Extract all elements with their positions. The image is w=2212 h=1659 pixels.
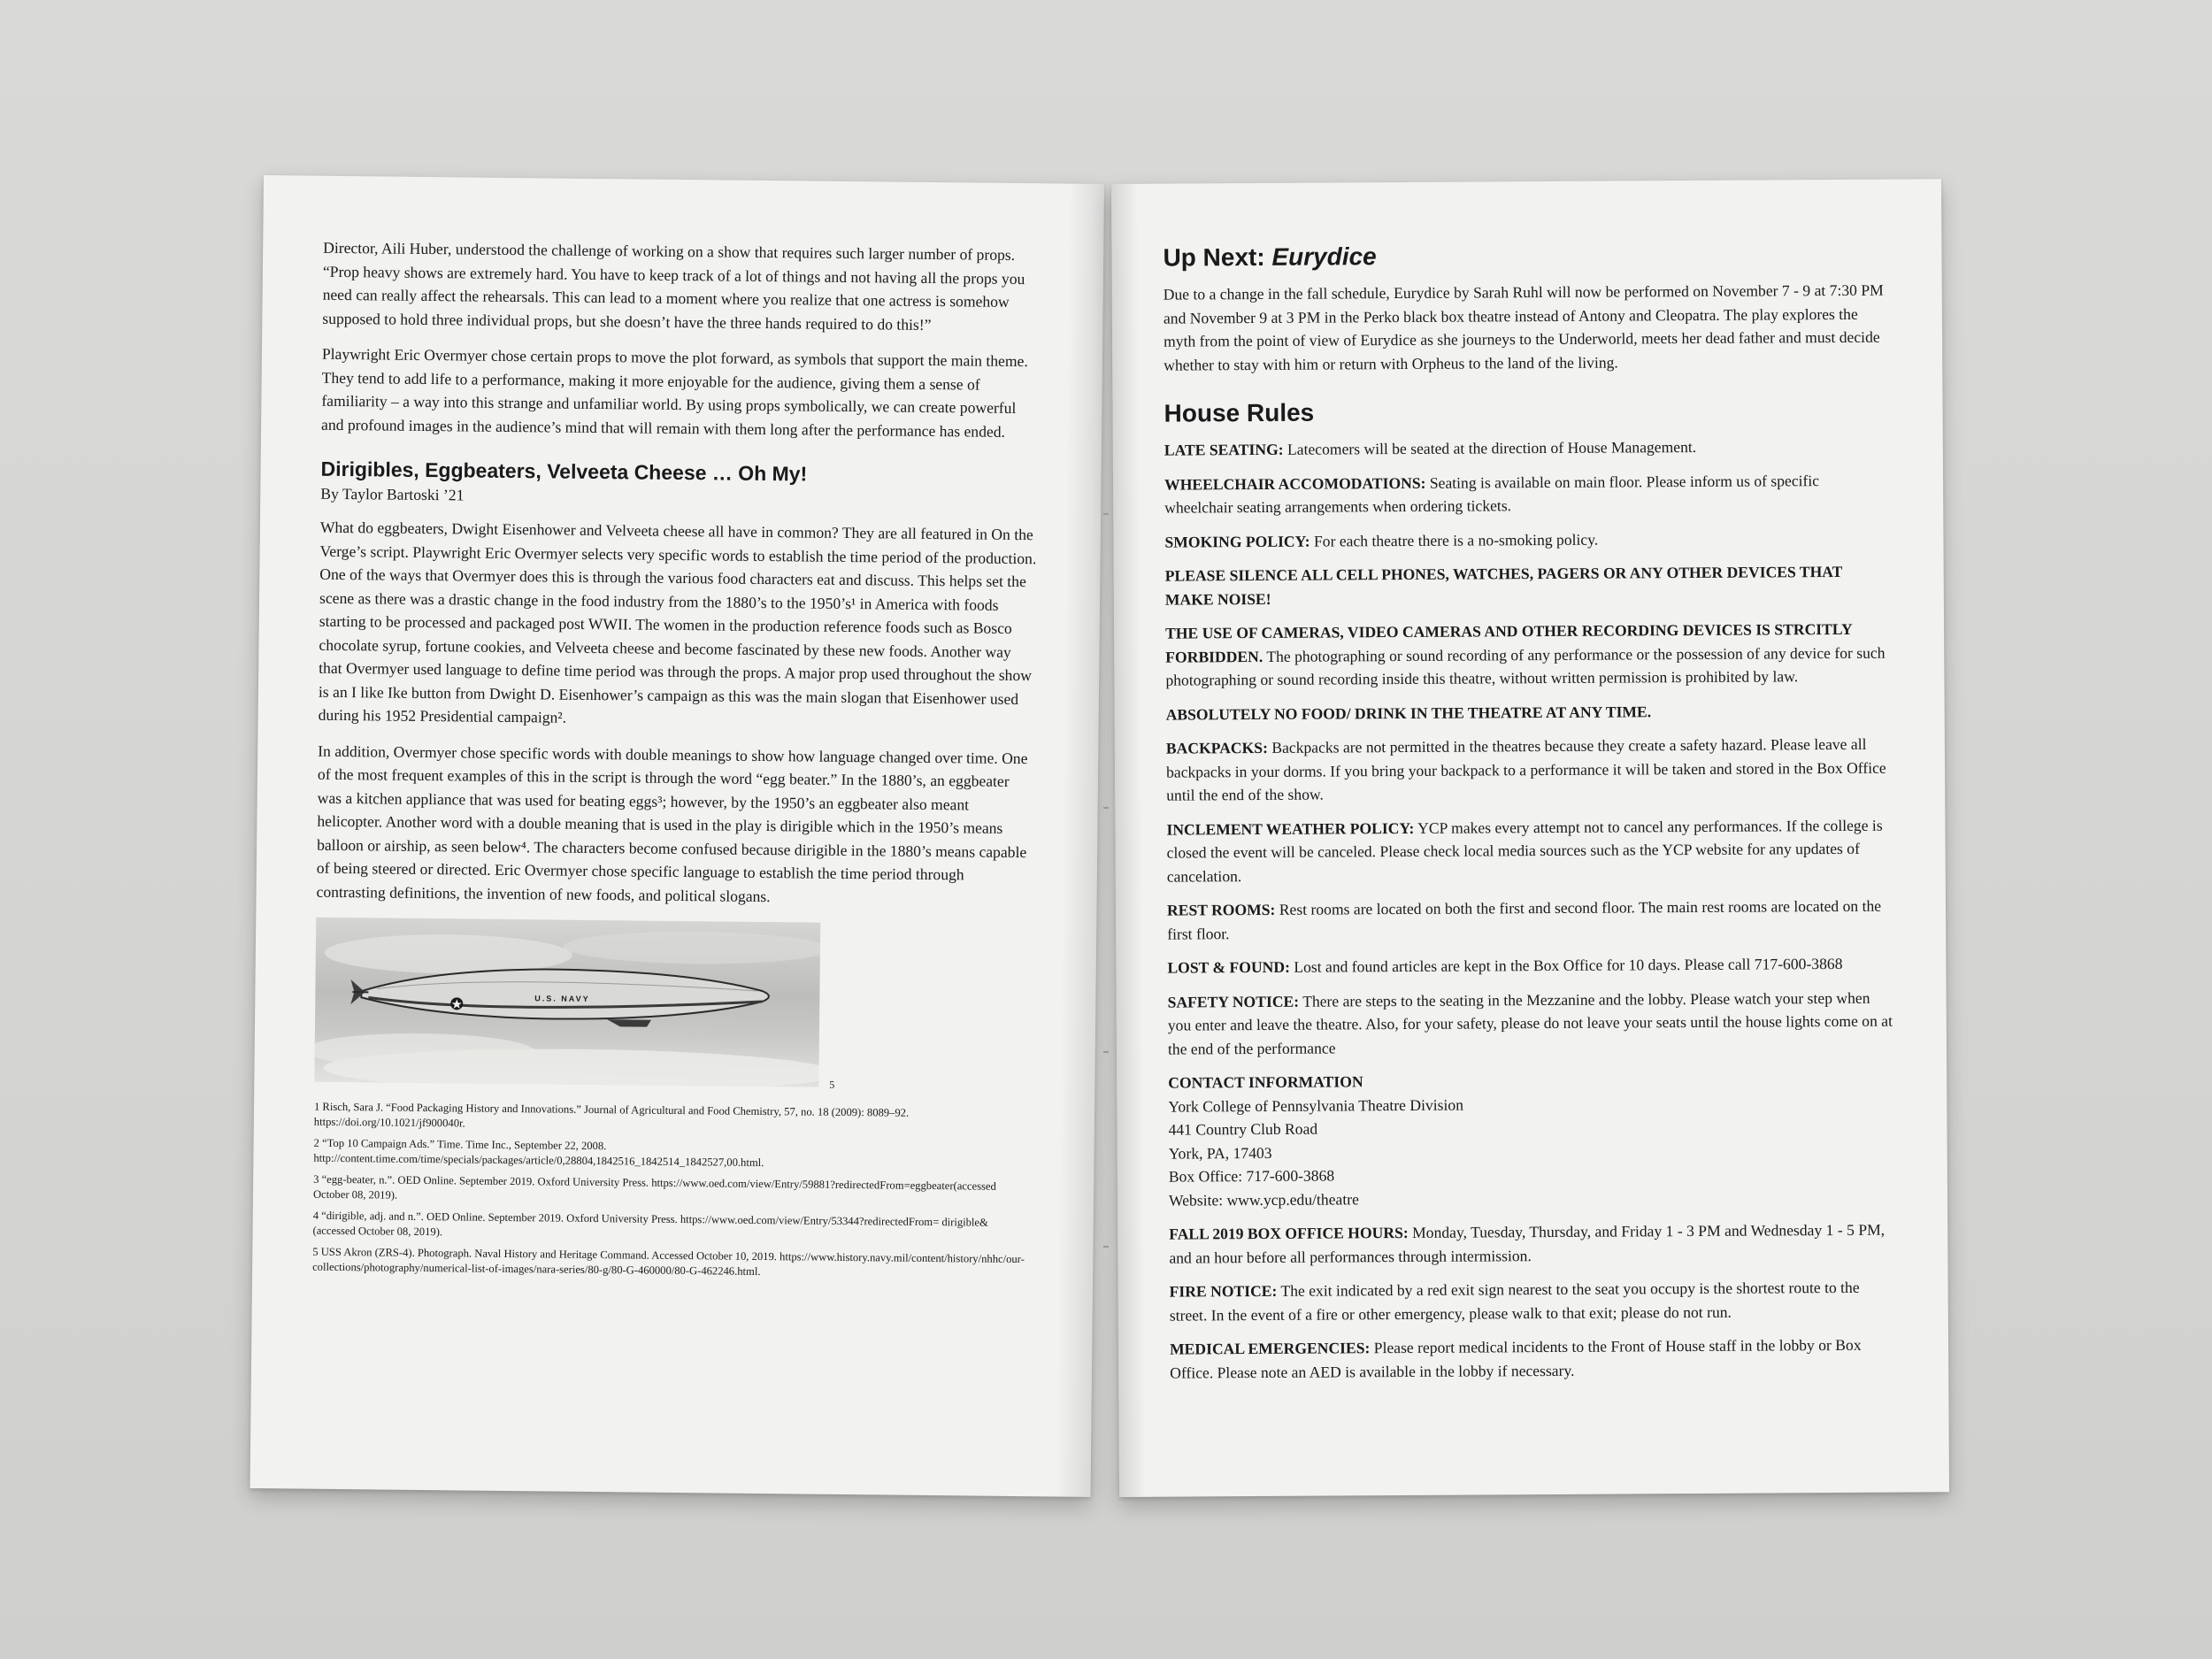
rule-text: For each theatre there is a no-smoking policy. [1310, 530, 1599, 550]
rule-label: LATE SEATING: [1164, 440, 1284, 459]
footnote: 1 Risch, Sara J. “Food Packaging History and Innovations.” Journal of Agricultural and Food Chemistry, 57, no. 18 (2009): 8089–92. https://doi.org/10.1021/jf900040r. [313, 1100, 910, 1130]
contact-line: Website: www.ycp.edu/theatre [1168, 1189, 1359, 1210]
rule-text: Seating is available on main floor. Please inform us of specific wheelchair seating arrangements when ordering tickets. [1164, 471, 1820, 517]
house-rule [1164, 434, 1890, 463]
contact-line: York College of Pennsylvania Theatre Division [1168, 1095, 1464, 1116]
rule-label: SAFETY NOTICE: [1167, 992, 1300, 1011]
article-paragraph: What do eggbeaters, Dwight Eisenhower and Velveeta cheese all have in common? They are all featured in On the Verge’s script. Playwright Eric Overmyer selects very specific words to establish the time period of the production. One of the ways that Overmyer does this is through the various food characters eat and discuss. This helps set the scene as there was a drastic change in the food industry from the 1880’s to the 1950’s¹ in America with foods starting to be processed and packaged post WWII. The women in the production reference foods such as Bosco chocolate syrup, fortune cookies, and Velveeta cheese and become fascinated by these new foods. Another way that Overmyer used language to define time period was through the props. A major prop used throughout the show is an I like Ike button from Dwight D. Eisenhower’s campaign as this was the main slogan that Eisenhower used during his 1952 Presidential campaign². [318, 518, 1037, 726]
rule-text: Latecomers will be seated at the direction of House Management. [1283, 437, 1697, 458]
rule-label: LOST & FOUND: [1167, 957, 1290, 977]
up-next-label: Up Next: [1163, 242, 1272, 272]
article-title: Dirigibles, Eggbeaters, Velveeta Cheese … Oh My! [320, 457, 808, 486]
house-rule [1164, 526, 1890, 554]
footnotes [312, 1100, 1033, 1282]
house-rule [1170, 1333, 1895, 1385]
contact-line: Box Office: 717-600-3868 [1168, 1166, 1335, 1186]
house-rule [1165, 560, 1891, 611]
up-next-heading [1163, 240, 1888, 273]
contact-information [1168, 1067, 1894, 1212]
right-page-content [1163, 240, 1895, 1395]
footnote: 3 “egg-beater, n.”. OED Online. September 2019. Oxford University Press. https://www.oed.com/view/Entry/59881?redirectedFrom=eggbeater(accessed October 08, 2019). [312, 1172, 996, 1202]
rule-text: YCP makes every attempt not to cancel any performances. If the college is closed the event will be canceled. Please check local media sources such as the YCP website for any updates of cancelation. [1166, 816, 1883, 886]
rule-text: Lost and found articles are kept in the Box Office for 10 days. Please call 717-600-3868 [1289, 954, 1843, 976]
airship-figure [314, 918, 1034, 1089]
rule-text: Rest rooms are located on both the first and second floor. The main rest rooms are located on the first floor. [1167, 896, 1882, 943]
rule-label: MEDICAL EMERGENCIES: [1169, 1339, 1371, 1358]
rule-label: SMOKING POLICY: [1164, 532, 1310, 551]
binding-staple [1103, 1246, 1109, 1248]
rule-label: BACKPACKS: [1165, 738, 1268, 757]
footnote: 5 USS Akron (ZRS-4). Photograph. Naval History and Heritage Command. Accessed October 10, 2019. https://www.history.navy.mil/content/history/nhhc/our-collections/photography/numerical-list-of-images/nara-series/80-g/80-G-460000/80-G-462246.html. [312, 1245, 1025, 1278]
intro-paragraph: Playwright Eric Overmyer chose certain props to move the plot forward, as symbols that support the main theme. They tend to add life to a performance, making it more enjoyable for the audience, giving them a sense of familiarity – a way into this strange and unfamiliar world. By using props symbolically, we can create powerful and profound images in the audience’s mind that will remain with them long after the performance has ended. [321, 344, 1028, 441]
contact-line: York, PA, 17403 [1168, 1143, 1272, 1163]
photo-footnote-number: 5 [829, 1078, 835, 1091]
house-rule [1165, 618, 1891, 693]
house-rule [1166, 733, 1892, 808]
house-rule [1170, 1276, 1895, 1327]
rule-label: FALL 2019 BOX OFFICE HOURS: [1169, 1223, 1409, 1243]
intro-paragraph: Director, Aili Huber, understood the challenge of working on a show that requires such larger number of props. “Prop heavy shows are extremely hard. You have to keep track of a lot of things and not having all the props you need can really affect the rehearsals. This can lead to a moment where you realize that one actress is somehow supposed to hold three individual props, but she doesn’t have the three hands required to do this!” [322, 238, 1025, 334]
rule-label: ABSOLUTELY NO FOOD/ DRINK IN THE THEATRE AT ANY TIME. [1165, 702, 1652, 724]
article-byline: By Taylor Bartoski ’21 [320, 484, 465, 504]
left-page-content [312, 236, 1041, 1288]
right-page [1111, 179, 1949, 1497]
up-next-description: Due to a change in the fall schedule, Eurydice by Sarah Ruhl will now be performed on November 7 - 9 at 7:30 PM and November 9 at 3 PM in the Perko black box theatre instead of Antony and Cleopatra. The play explores the myth from the point of view of Eurydice as she journeys to the Underworld, meets her dead father and must decide whether to stay with him or return with Orpheus to the land of the living. [1163, 280, 1884, 374]
rule-label: REST ROOMS: [1166, 900, 1276, 919]
house-rule [1164, 468, 1890, 519]
house-rule [1168, 986, 1893, 1061]
rule-label: INCLEMENT WEATHER POLICY: [1166, 818, 1415, 839]
footnote: 2 “Top 10 Campaign Ads.” Time. Time Inc., September 22, 2008. http://content.time.com/time/specials/packages/article/0,28804,1842516_1842514_1842527,00.html. [313, 1136, 764, 1170]
binding-staple [1103, 807, 1109, 809]
open-booklet [264, 184, 1941, 1501]
house-rule [1166, 698, 1892, 726]
contact-label: CONTACT INFORMATION [1168, 1072, 1363, 1092]
footnote: 4 “dirigible, adj. and n.”. OED Online. September 2019. Oxford University Press. https://www.oed.com/view/Entry/53344?redirectedFrom= dirigible& (accessed October 08, 2019). [312, 1209, 988, 1239]
house-rule [1167, 952, 1893, 980]
airship-photo [314, 918, 820, 1087]
rule-text: Monday, Tuesday, Thursday, and Friday 1 - 3 PM and Wednesday 1 - 5 PM, and an hour before all performances through intermission. [1169, 1220, 1886, 1267]
binding-staple [1103, 1051, 1109, 1053]
house-rule [1166, 813, 1892, 888]
rule-text: Please report medical incidents to the Front of House staff in the lobby or Box Office. Please note an AED is available in the lobby if necessary. [1170, 1335, 1862, 1382]
house-rule [1169, 1218, 1894, 1270]
rule-label: WHEELCHAIR ACCOMODATIONS: [1164, 473, 1426, 494]
article-paragraph: In addition, Overmyer chose specific words with double meanings to show how language changed over time. One of the most frequent examples of this in the script is through the word “egg beater.” In the 1880’s, an eggbeater was a kitchen appliance that was used for beating eggs³; however, by the 1950’s an eggbeater also meant helicopter. Another word with a double meaning that is used in the play is dirigible which in the 1950’s means balloon or airship, as seen below⁴. The characters become confused because dirigible in the 1880’s means capable of being steered or directed. Eric Overmyer chose specific language to establish the time period through contrasting definitions, the invention of new foods, and political slogans. [316, 741, 1028, 905]
rule-text: There are steps to the seating in the Mezzanine and the lobby. Please watch your step when you enter and leave the theatre. Also, for your safety, please do not leave your seats until the house lights come on at the end of the performance [1167, 988, 1893, 1058]
rule-label: PLEASE SILENCE ALL CELL PHONES, WATCHES, PAGERS OR ANY OTHER DEVICES THAT MAKE NOISE! [1164, 562, 1843, 609]
contact-line: 441 Country Club Road [1168, 1119, 1318, 1139]
binding-staple [1103, 513, 1109, 515]
rule-label: FIRE NOTICE: [1169, 1281, 1278, 1301]
rule-text: Backpacks are not permitted in the theatres because they create a safety hazard. Please leave all backpacks in your dorms. If you bring your backpack to a performance it will be taken and stored in the Box Office until the end of the show. [1165, 734, 1886, 804]
rule-label: THE USE OF CAMERAS, VIDEO CAMERAS AND OTHER RECORDING DEVICES IS STRCITLY FORBIDDEN. [1165, 619, 1853, 666]
house-rules-heading: House Rules [1164, 398, 1315, 427]
left-page [250, 175, 1104, 1497]
rule-text: The exit indicated by a red exit sign nearest to the seat you occupy is the shortest route to the street. In the event of a fire or other emergency, please walk to that exit; please do not run. [1169, 1278, 1860, 1325]
airship-hull-text: U.S. NAVY [534, 994, 590, 1003]
up-next-show-title: Eurydice [1271, 242, 1377, 271]
house-rule [1167, 895, 1893, 946]
rule-text: The photographing or sound recording of any performance or the possession of any device for such photographing or sound recording inside this theatre, without written permission is prohibited by law. [1165, 643, 1886, 689]
